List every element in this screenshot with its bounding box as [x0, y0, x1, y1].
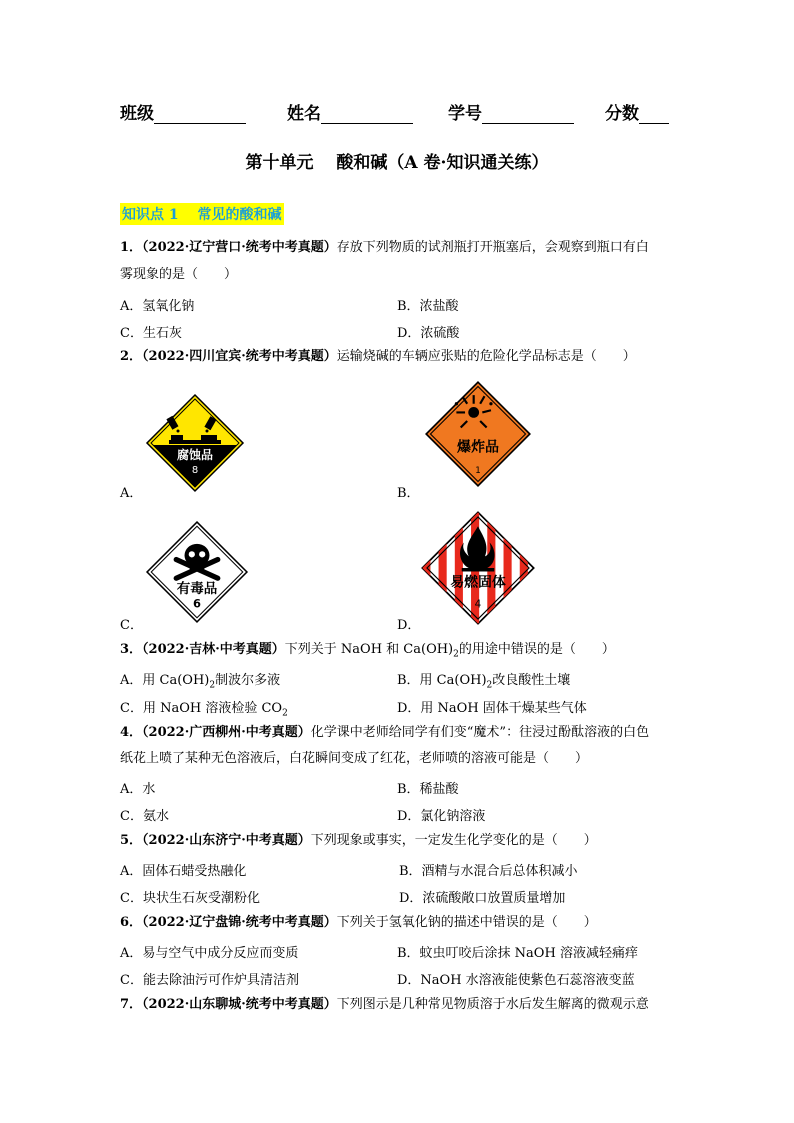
sign-label: 有毒品	[176, 580, 218, 597]
question-number: 3．	[120, 642, 143, 657]
corrosive-sign[interactable]	[145, 393, 245, 493]
question-text: 存放下列物质的试剂瓶打开瓶塞后，会观察到瓶口有白	[336, 240, 649, 255]
option-text: D．用 NaOH 固体干燥某些气体	[397, 701, 587, 716]
sign-number: 4	[474, 598, 482, 611]
option-a[interactable]: A．氢氧化钠	[120, 299, 195, 314]
question-source: （2022·吉林·中考真题）	[142, 642, 285, 657]
name-label: 姓名	[287, 104, 321, 124]
page-title: 第十单元 酸和碱（A 卷·知识通关练）	[245, 153, 549, 173]
score-label: 分数	[605, 104, 639, 124]
question-source: （2022·山东聊城·统考中考真题）	[142, 997, 337, 1012]
option-c[interactable]: C．能去除油污可作炉具清洁剂	[120, 973, 299, 988]
option-text: C．用 NaOH 溶液检验 CO	[120, 701, 283, 716]
option-a[interactable]	[120, 669, 280, 691]
question-source: （2022·山东济宁·中考真题）	[142, 833, 311, 848]
option-a[interactable]: A．水	[120, 782, 156, 797]
question-source: （2022·四川宜宾·统考中考真题）	[142, 349, 337, 364]
sign-number: 1	[475, 465, 481, 476]
question-text: 下列关于 NaOH 和 Ca(OH)	[284, 642, 454, 657]
option-b[interactable]: B．稀盐酸	[397, 782, 459, 797]
question-text: 化学课中老师给同学有们变“魔术”：往浸过酚酞溶液的白色	[310, 725, 650, 740]
option-d[interactable]: D．NaOH 水溶液能使紫色石蕊溶液变蓝	[397, 973, 635, 988]
question-source: （2022·辽宁营口·统考中考真题）	[142, 240, 337, 255]
question-number: 6．	[120, 915, 143, 930]
question-2	[120, 348, 636, 366]
class-blank[interactable]	[154, 103, 246, 124]
id-label: 学号	[448, 104, 482, 124]
option-c[interactable]: C．氨水	[120, 809, 169, 824]
question-text: 运输烧碱的车辆应张贴的危险化学品标志是（ ）	[336, 349, 636, 364]
option-b[interactable]: B．浓盐酸	[397, 299, 459, 314]
sign-number: 8	[191, 465, 199, 476]
question-text: 下列关于氢氧化钠的描述中错误的是（ ）	[336, 915, 597, 930]
name-blank[interactable]	[321, 103, 413, 124]
option-c[interactable]: C．生石灰	[120, 326, 182, 341]
class-field	[120, 99, 246, 124]
class-label: 班级	[120, 104, 154, 124]
explosive-sign[interactable]	[424, 380, 532, 488]
question-text: 下列现象或事实，一定发生化学变化的是（ ）	[310, 833, 597, 848]
option-d[interactable]: D．浓硫酸	[397, 326, 460, 341]
id-blank[interactable]	[482, 103, 574, 124]
question-number: 1．	[120, 240, 143, 255]
question-1	[120, 239, 649, 257]
subscript: 2	[453, 649, 459, 660]
id-field	[448, 99, 574, 124]
option-b[interactable]: B．蚊虫叮咬后涂抹 NaOH 溶液减轻痛痒	[397, 946, 638, 961]
question-6	[120, 914, 597, 932]
knowledge-point-heading: 知识点 1 常见的酸和碱	[120, 203, 284, 225]
question-4-line2: 纸花上喷了某种无色溶液后，白花瞬间变成了红花，老师喷的溶液可能是（ ）	[120, 751, 589, 766]
option-text: B．用 Ca(OH)	[397, 673, 487, 688]
option-a[interactable]: A．固体石蜡受热融化	[120, 864, 247, 879]
sign-label: 易燃固体	[450, 574, 506, 591]
flammable-solid-sign[interactable]	[420, 510, 536, 626]
option-text: 改良酸性土壤	[492, 673, 571, 688]
question-number: 5．	[120, 833, 143, 848]
option-b[interactable]: B．	[397, 486, 420, 501]
subscript: 2	[209, 680, 216, 691]
subscript: 2	[486, 680, 493, 691]
question-number: 2．	[120, 349, 143, 364]
option-c[interactable]: C．块状生石灰受潮粉化	[120, 891, 260, 906]
question-number: 7．	[120, 997, 143, 1012]
option-a[interactable]: A．易与空气中成分反应而变质	[120, 946, 299, 961]
option-d[interactable]	[397, 697, 587, 716]
option-c[interactable]: C．	[120, 618, 143, 633]
question-source: （2022·广西柳州·中考真题）	[142, 725, 311, 740]
option-d[interactable]: D．浓硫酸敞口放置质量增加	[399, 891, 566, 906]
sign-label: 腐蚀品	[176, 448, 214, 462]
option-b[interactable]	[397, 669, 570, 691]
option-d[interactable]: D．	[397, 618, 421, 633]
option-a[interactable]: A．	[120, 486, 143, 501]
question-text: 下列图示是几种常见物质溶于水后发生解离的微观示意	[336, 997, 649, 1012]
option-text: 制波尔多液	[215, 673, 281, 688]
question-3	[120, 641, 615, 664]
question-4	[120, 724, 649, 742]
question-source: （2022·辽宁盘锦·统考中考真题）	[142, 915, 337, 930]
question-number: 4．	[120, 725, 143, 740]
question-7	[120, 996, 649, 1014]
sign-number: 6	[193, 596, 201, 611]
option-b[interactable]: B．酒精与水混合后总体积减小	[399, 864, 578, 879]
score-blank[interactable]	[639, 103, 669, 124]
sign-label: 爆炸品	[456, 439, 500, 456]
name-field	[287, 99, 413, 124]
toxic-sign[interactable]	[145, 520, 249, 624]
option-c[interactable]	[120, 697, 288, 719]
question-text: 的用途中错误的是（ ）	[458, 642, 615, 657]
score-field	[605, 99, 669, 124]
option-d[interactable]: D．氯化钠溶液	[397, 809, 486, 824]
question-1-line2: 雾现象的是（ ）	[120, 267, 238, 282]
subscript: 2	[282, 708, 288, 719]
question-5	[120, 832, 597, 850]
option-text: A．用 Ca(OH)	[120, 673, 210, 688]
